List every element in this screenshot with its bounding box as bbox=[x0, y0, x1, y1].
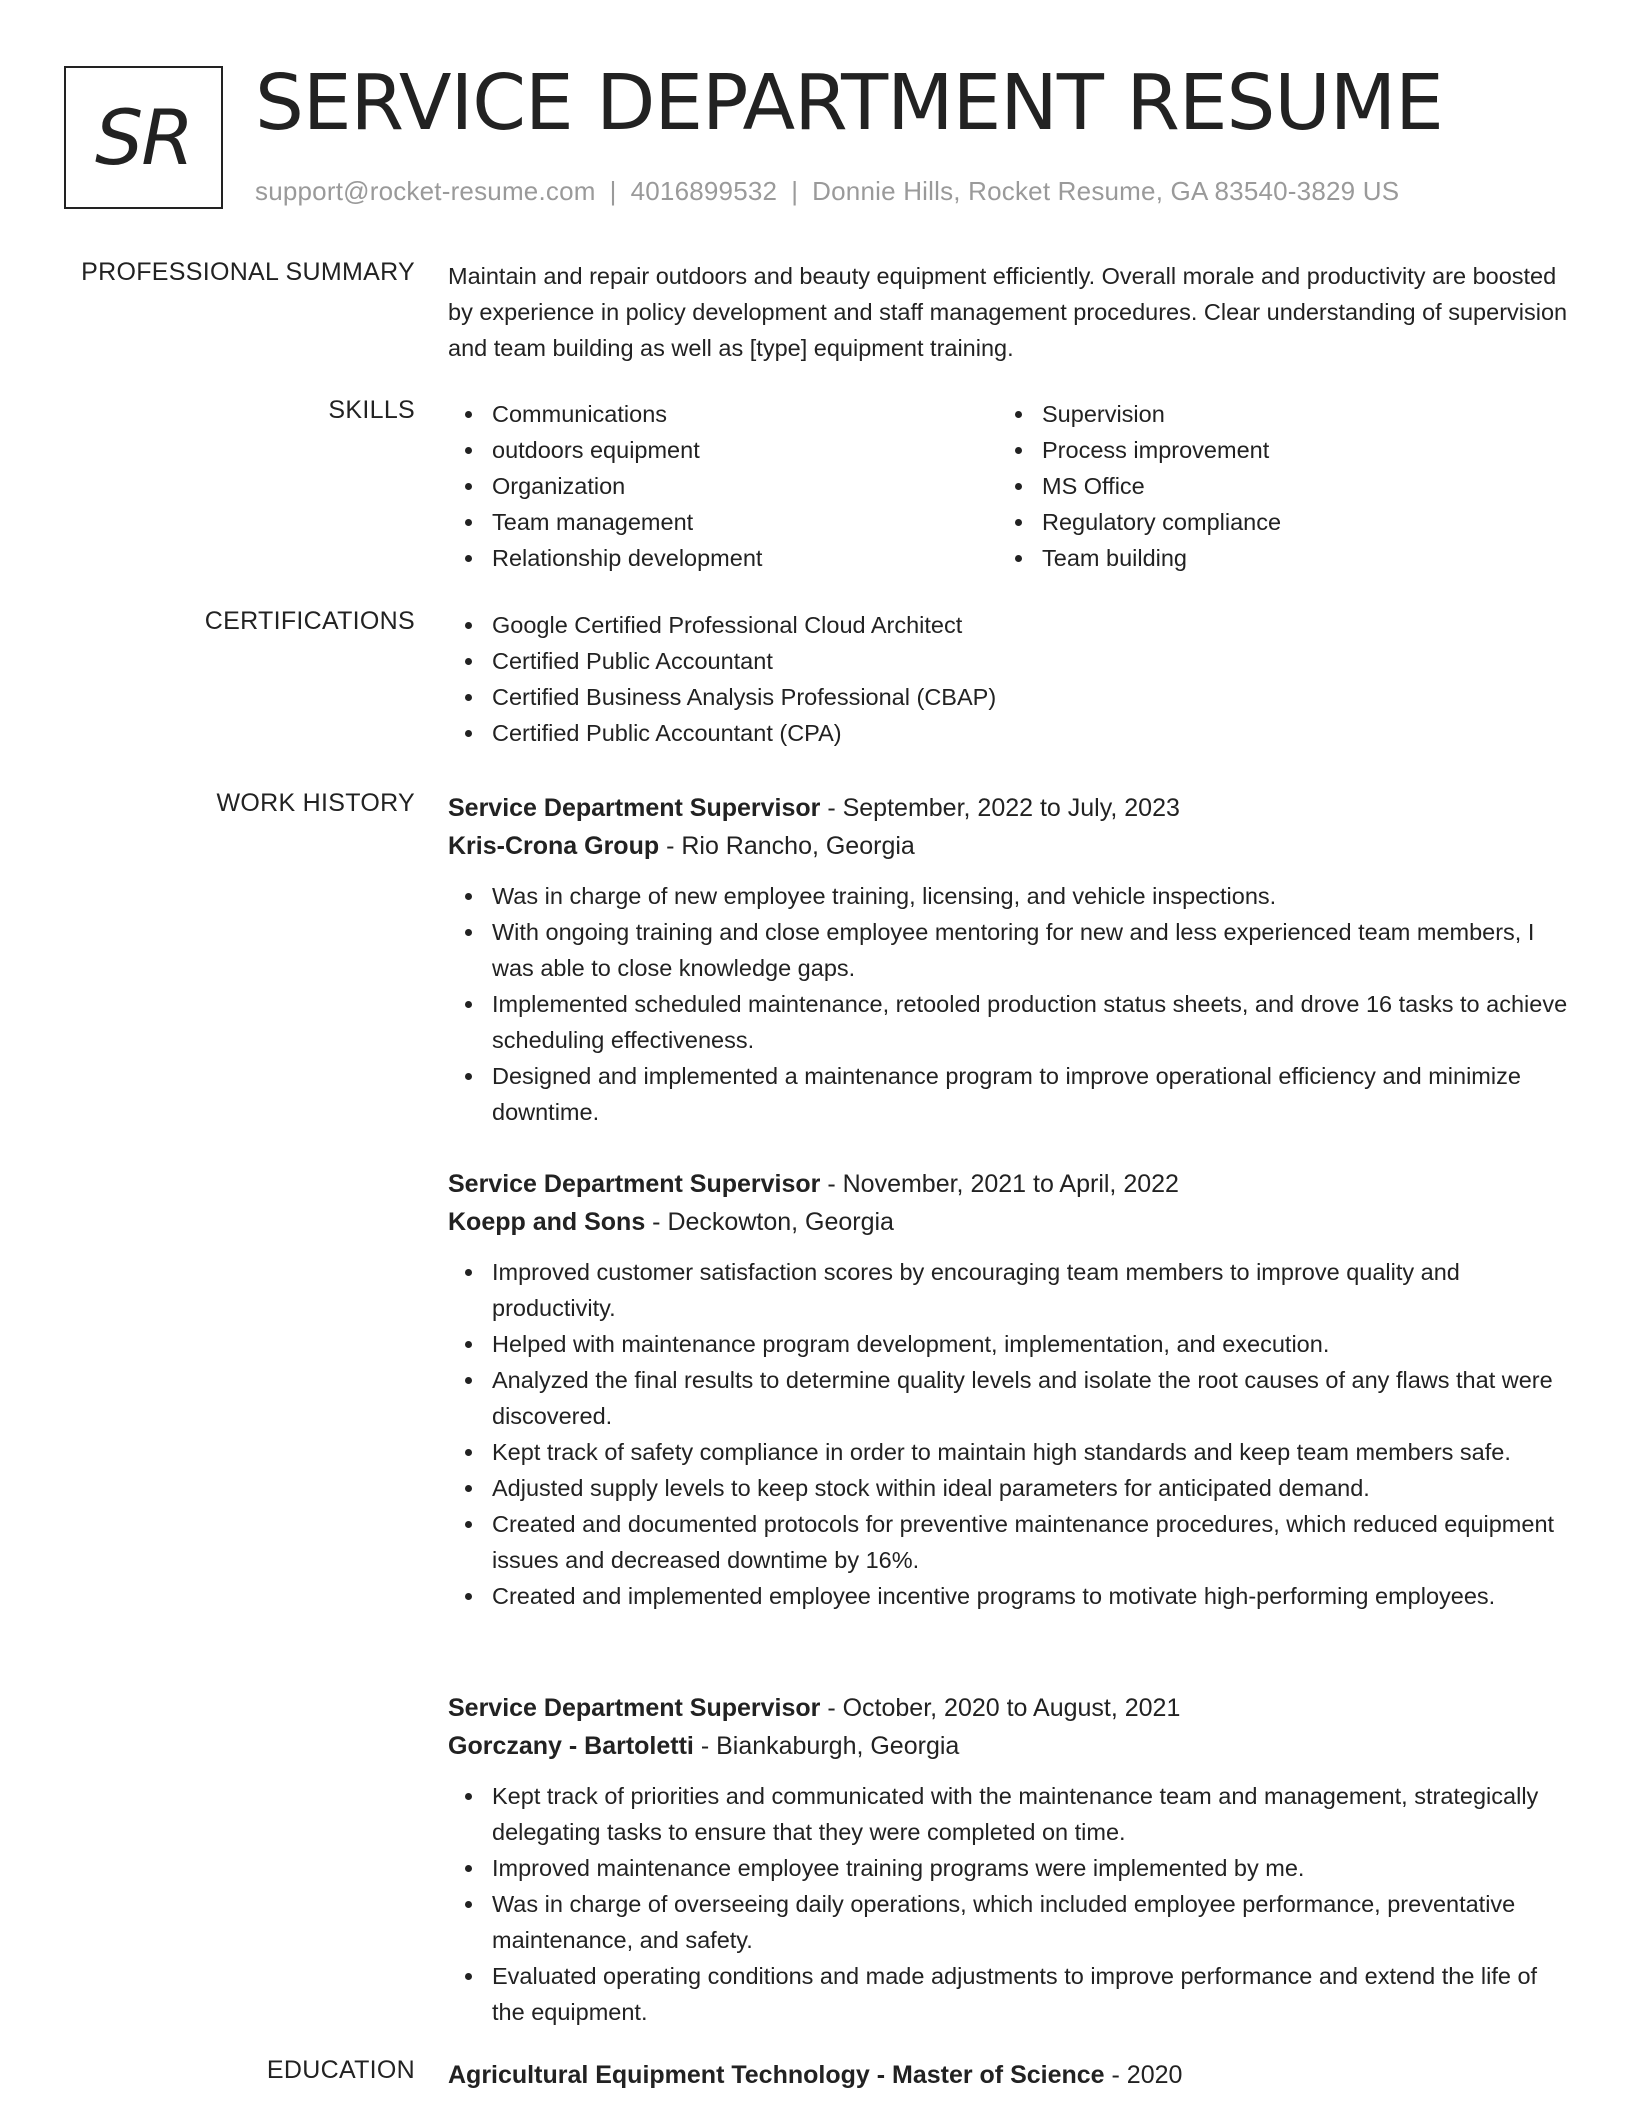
job-bullet-list bbox=[448, 1778, 1568, 2030]
job-dates: - November, 2021 to April, 2022 bbox=[820, 1170, 1179, 1198]
skill-item: Communications bbox=[448, 396, 998, 432]
job-location: - Rio Rancho, Georgia bbox=[659, 832, 915, 860]
job-bullet: Kept track of safety compliance in order to maintain high standards and keep team members safe. bbox=[448, 1434, 1568, 1470]
education-entry bbox=[448, 2056, 1568, 2094]
job-bullet: Improved maintenance employee training programs were implemented by me. bbox=[448, 1850, 1568, 1886]
certification-item: Certified Business Analysis Professional (CBAP) bbox=[448, 679, 1568, 715]
job-company-line bbox=[448, 1203, 1568, 1241]
job-dates: - October, 2020 to August, 2021 bbox=[820, 1694, 1181, 1722]
skills-column-2 bbox=[998, 396, 1548, 576]
education-year: - 2020 bbox=[1104, 2061, 1183, 2089]
job-company: Kris-Crona Group bbox=[448, 832, 660, 860]
job-bullet: Designed and implemented a maintenance program to improve operational efficiency and minimize downtime. bbox=[448, 1058, 1568, 1130]
job-title-line bbox=[448, 789, 1568, 827]
skill-item: Organization bbox=[448, 468, 998, 504]
job-entry bbox=[448, 1165, 1568, 1614]
skill-item: Process improvement bbox=[998, 432, 1548, 468]
contact-phone[interactable]: 4016899532 bbox=[630, 176, 778, 206]
job-company: Koepp and Sons bbox=[448, 1208, 646, 1236]
summary-text: Maintain and repair outdoors and beauty equipment efficiently. Overall morale and productivity are boosted by experience in policy development and staff management procedures. Clear understanding of supervision and team building as well as [type] equipment training. bbox=[448, 263, 1568, 361]
job-bullet-list bbox=[448, 878, 1568, 1130]
job-entry bbox=[448, 1689, 1568, 2030]
job-dates: - September, 2022 to July, 2023 bbox=[820, 794, 1180, 822]
resume-header bbox=[64, 59, 1564, 210]
skills-column-1 bbox=[448, 396, 998, 576]
certifications-list bbox=[448, 607, 1568, 751]
section-label-education: EDUCATION bbox=[266, 2056, 415, 2084]
skill-item: outdoors equipment bbox=[448, 432, 998, 468]
contact-address: Donnie Hills, Rocket Resume, GA 83540-3829 US bbox=[812, 176, 1400, 206]
skill-item: Team building bbox=[998, 540, 1548, 576]
job-location: - Deckowton, Georgia bbox=[645, 1208, 894, 1236]
job-bullet: Implemented scheduled maintenance, retooled production status sheets, and drove 16 tasks to achieve scheduling effectiveness. bbox=[448, 986, 1568, 1058]
contact-separator: | bbox=[791, 176, 799, 206]
job-title-line bbox=[448, 1165, 1568, 1203]
certification-item: Certified Public Accountant (CPA) bbox=[448, 715, 1568, 751]
job-title: Service Department Supervisor bbox=[448, 1170, 821, 1198]
job-title: Service Department Supervisor bbox=[448, 1694, 821, 1722]
job-location: - Biankaburgh, Georgia bbox=[693, 1732, 960, 1760]
contact-separator: | bbox=[609, 176, 617, 206]
job-bullet: Created and implemented employee incentive programs to motivate high-performing employees. bbox=[448, 1578, 1568, 1614]
resume-title: SERVICE DEPARTMENT RESUME bbox=[255, 59, 1443, 148]
job-bullet: Was in charge of new employee training, licensing, and vehicle inspections. bbox=[448, 878, 1568, 914]
section-label-skills: SKILLS bbox=[328, 396, 415, 424]
section-label-certifications: CERTIFICATIONS bbox=[204, 607, 415, 635]
certification-item: Google Certified Professional Cloud Architect bbox=[448, 607, 1568, 643]
job-bullet: Evaluated operating conditions and made adjustments to improve performance and extend the life of the equipment. bbox=[448, 1958, 1568, 2030]
contact-email[interactable]: support@rocket-resume.com bbox=[255, 176, 596, 206]
skill-item: MS Office bbox=[998, 468, 1548, 504]
certification-item: Certified Public Accountant bbox=[448, 643, 1568, 679]
job-bullet: Improved customer satisfaction scores by encouraging team members to improve quality and productivity. bbox=[448, 1254, 1568, 1326]
job-entry bbox=[448, 789, 1568, 1130]
section-label-summary: PROFESSIONAL SUMMARY bbox=[81, 258, 415, 286]
job-title: Service Department Supervisor bbox=[448, 794, 821, 822]
job-bullet: Kept track of priorities and communicated with the maintenance team and management, strategically delegating tasks to ensure that they were completed on time. bbox=[448, 1778, 1568, 1850]
job-bullet: With ongoing training and close employee mentoring for new and less experienced team members, I was able to close knowledge gaps. bbox=[448, 914, 1568, 986]
contact-line bbox=[255, 176, 1399, 207]
job-bullet: Created and documented protocols for preventive maintenance procedures, which reduced equipment issues and decreased downtime by 16%. bbox=[448, 1506, 1568, 1578]
section-label-work-history: WORK HISTORY bbox=[216, 789, 415, 817]
skill-item: Team management bbox=[448, 504, 998, 540]
skill-item: Supervision bbox=[998, 396, 1548, 432]
skills-list bbox=[448, 396, 1568, 576]
job-title-line bbox=[448, 1689, 1568, 1727]
job-bullet: Adjusted supply levels to keep stock within ideal parameters for anticipated demand. bbox=[448, 1470, 1568, 1506]
job-company: Gorczany - Bartoletti bbox=[448, 1732, 694, 1760]
monogram-badge: SR bbox=[64, 66, 223, 209]
job-company-line bbox=[448, 827, 1568, 865]
job-bullet: Analyzed the final results to determine quality levels and isolate the root causes of any flaws that were discovered. bbox=[448, 1362, 1568, 1434]
job-company-line bbox=[448, 1727, 1568, 1765]
skill-item: Relationship development bbox=[448, 540, 998, 576]
job-bullet-list bbox=[448, 1254, 1568, 1614]
skill-item: Regulatory compliance bbox=[998, 504, 1548, 540]
education-degree: Agricultural Equipment Technology - Master of Science bbox=[448, 2061, 1105, 2089]
job-bullet: Was in charge of overseeing daily operations, which included employee performance, preventative maintenance, and safety. bbox=[448, 1886, 1568, 1958]
job-bullet: Helped with maintenance program development, implementation, and execution. bbox=[448, 1326, 1568, 1362]
